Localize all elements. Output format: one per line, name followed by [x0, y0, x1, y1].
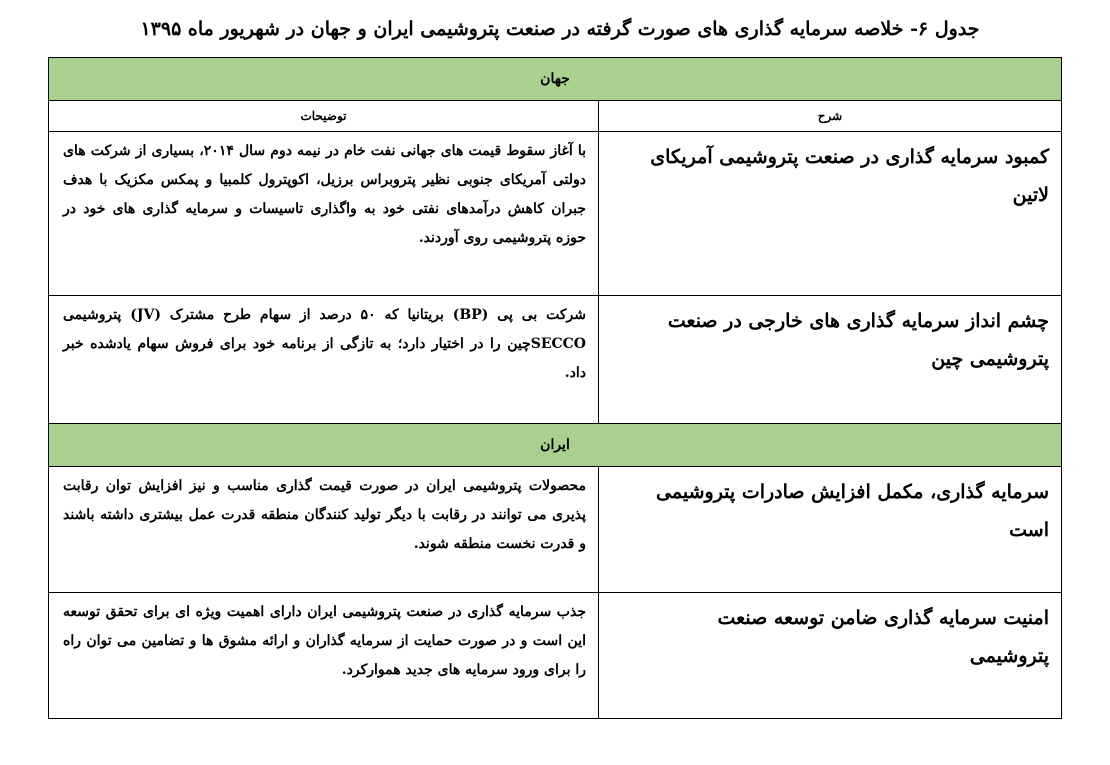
table-row [49, 467, 1062, 593]
table-row [49, 296, 1062, 424]
row-desc: محصولات پتروشیمی ایران در صورت قیمت گذاری مناسب و نیز افزایش توان رقابت پذیری می توانند در رقابت با دیگر تولید کنندگان منطقه قدرت عمل بیشتری داشته باشند و قدرت نخست منطقه شوند. [49, 467, 599, 593]
row-desc: با آغاز سقوط قیمت های جهانی نفت خام در نیمه دوم سال ۲۰۱۴، بسیاری از شرکت های دولتی آمریکای جنوبی نظیر پتروبراس برزیل، اکوپترول کلمبیا و پمکس مکزیک با هدف جبران کاهش درآمدهای نفتی خود به واگذاری تاسیسات و سرمایه گذاری های خود در حوزه پتروشیمی روی آوردند. [49, 132, 599, 296]
row-desc: شرکت بی پی (BP) بریتانیا که ۵۰ درصد از سهام طرح مشترک (JV) پتروشیمی SECCOچین را در اختیار دارد؛ به تازگی از برنامه خود برای فروش سهام یادشده خبر داد. [49, 296, 599, 424]
column-header-sharh: شرح [599, 101, 1062, 132]
section-heading-iran: ایران [49, 424, 1062, 467]
section-header-world [49, 58, 1062, 101]
row-sharh: چشم انداز سرمایه گذاری های خارجی در صنعت پتروشیمی چین [599, 296, 1062, 424]
section-header-iran [49, 424, 1062, 467]
column-header-row [49, 101, 1062, 132]
table-row [49, 593, 1062, 719]
row-sharh: کمبود سرمایه گذاری در صنعت پتروشیمی آمریکای لاتین [599, 132, 1062, 296]
table-row [49, 132, 1062, 296]
row-desc: جذب سرمایه گذاری در صنعت پتروشیمی ایران دارای اهمیت ویژه ای برای تحقق توسعه این است و در صورت حمایت از سرمایه گذاران و ارائه مشوق ها و تضامین می توان راه را برای ورود سرمایه های جدید هموارکرد. [49, 593, 599, 719]
investment-summary-table [48, 57, 1062, 719]
row-sharh: سرمایه گذاری، مکمل افزایش صادرات پتروشیمی است [599, 467, 1062, 593]
row-sharh: امنیت سرمایه گذاری ضامن توسعه صنعت پتروشیمی [599, 593, 1062, 719]
column-header-desc: توضیحات [49, 101, 599, 132]
section-heading-world: جهان [49, 58, 1062, 101]
table-title: جدول ۶- خلاصه سرمایه گذاری های صورت گرفته در صنعت پتروشیمی ایران و جهان در شهریور ماه ۱۳۹۵ [140, 18, 980, 40]
